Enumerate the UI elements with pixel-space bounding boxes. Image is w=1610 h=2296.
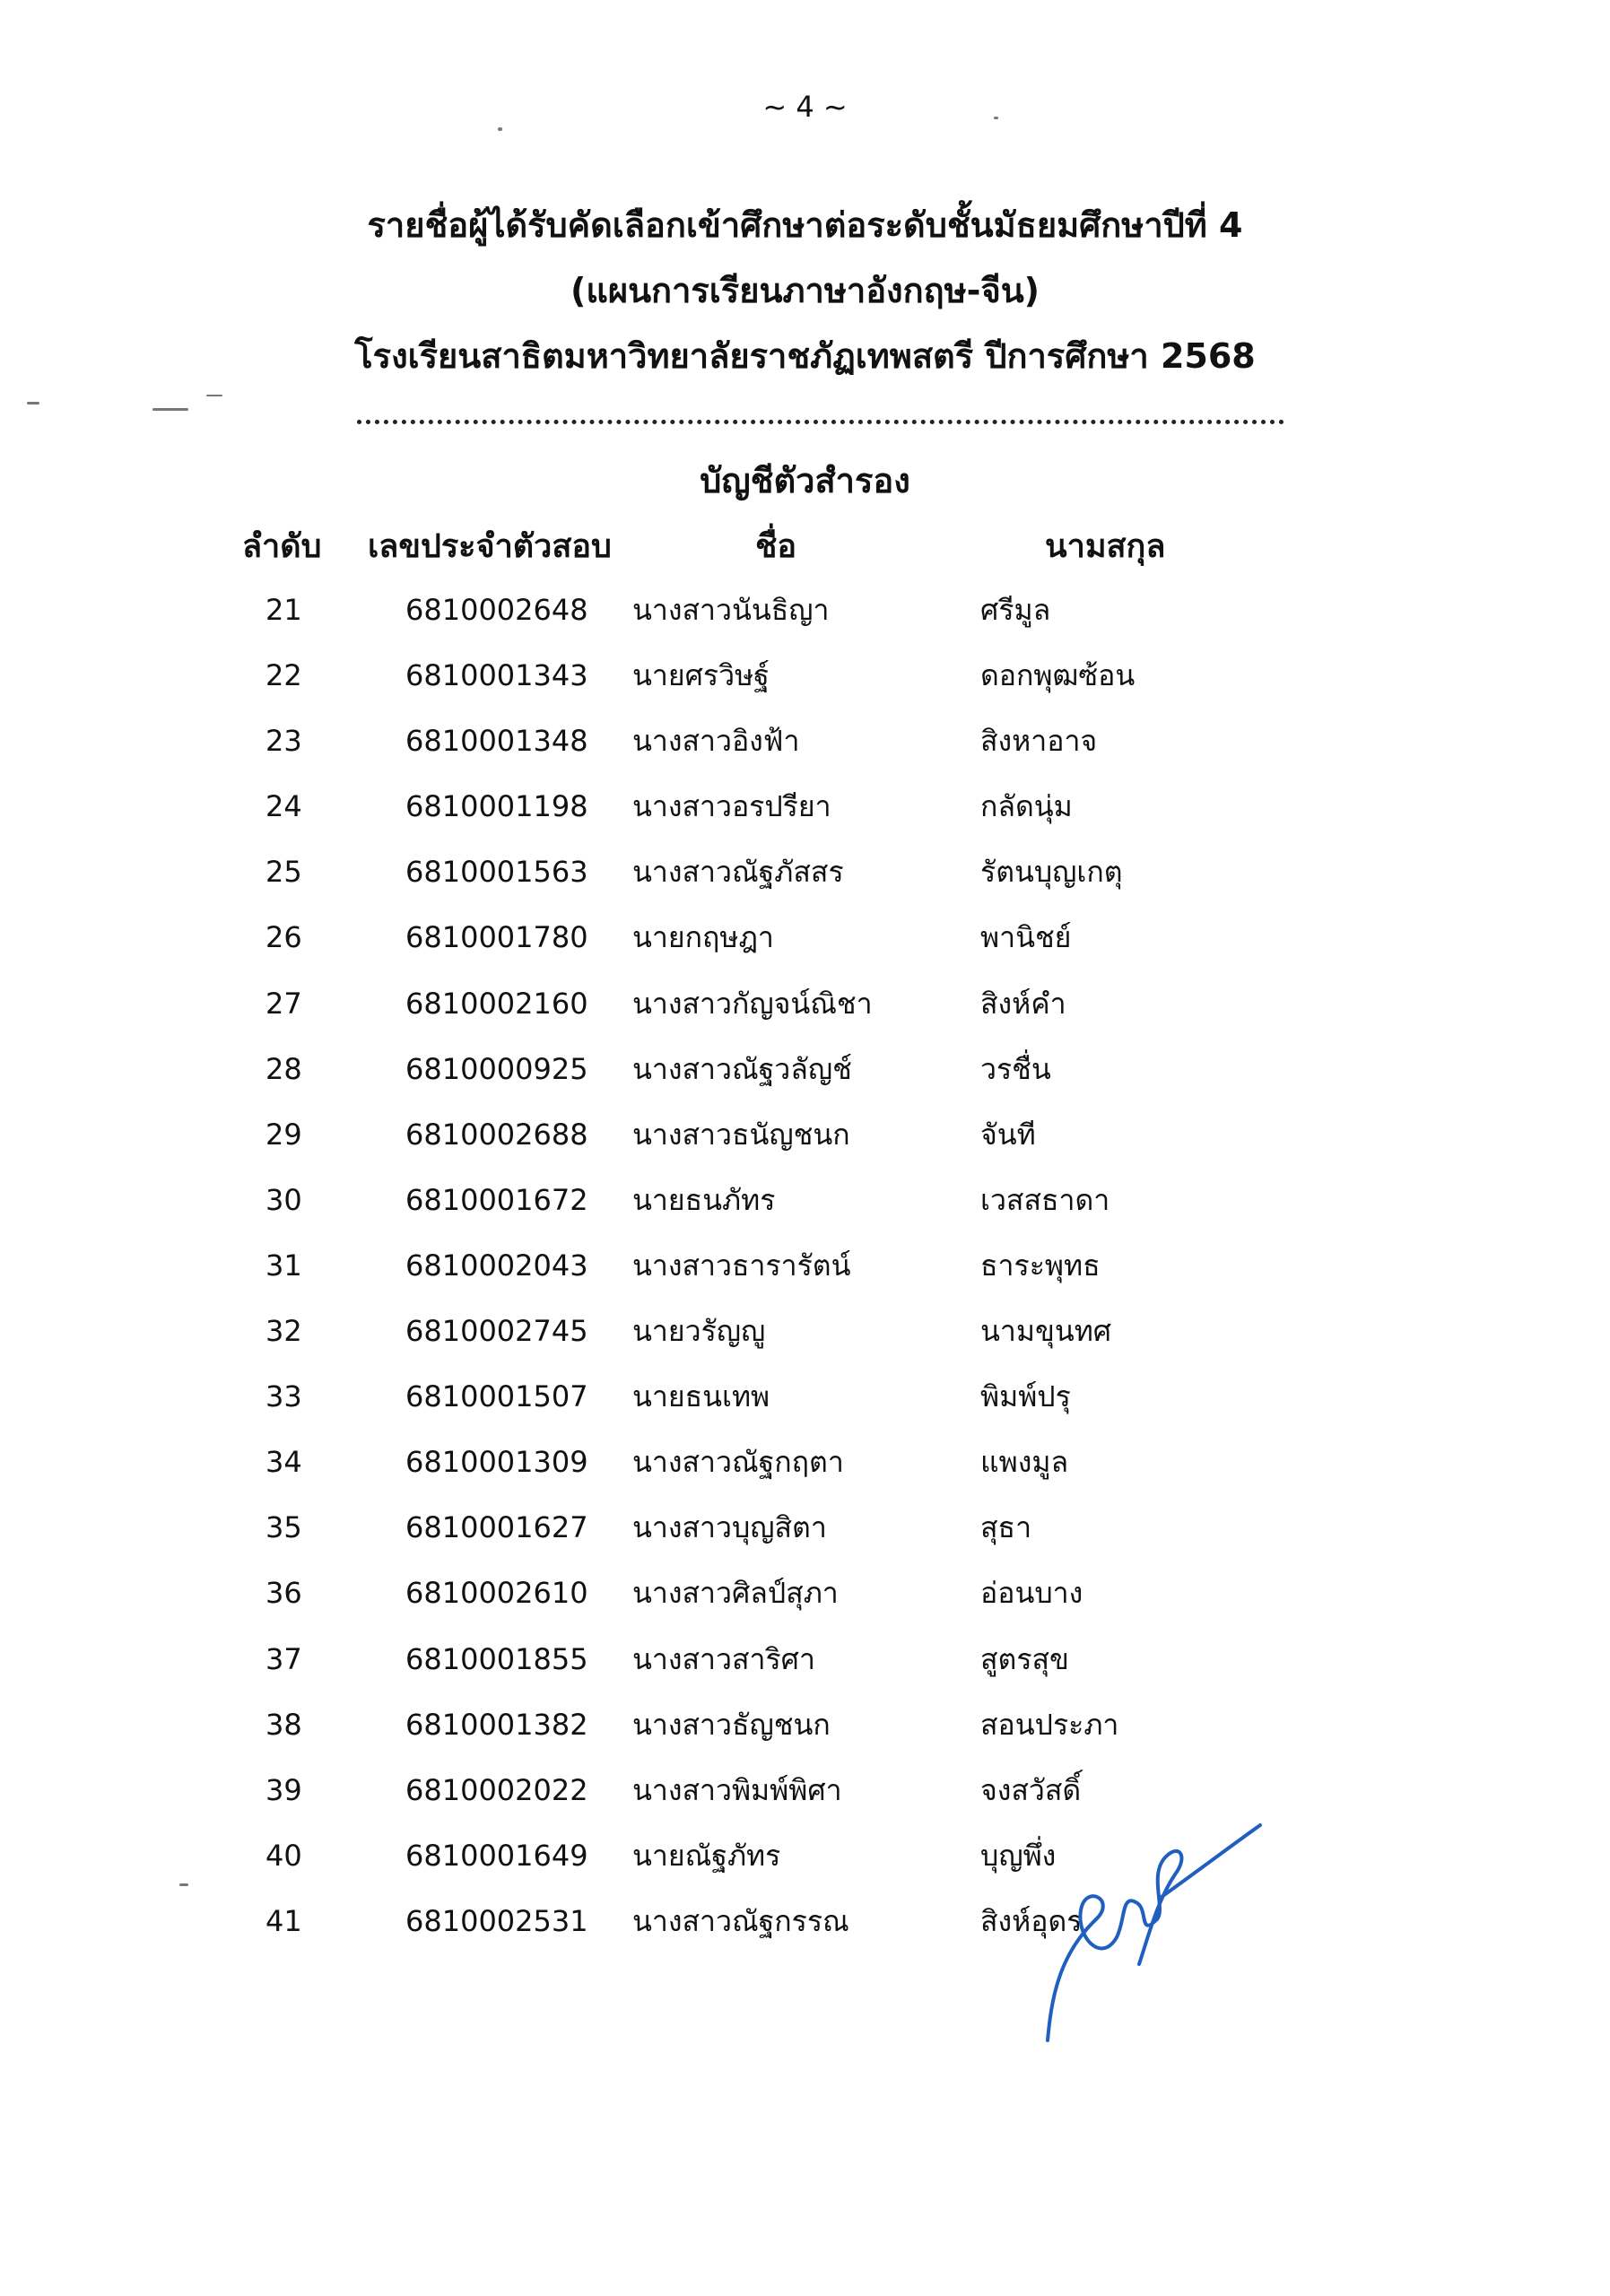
row-first-name: นางสาวพิมพ์พิศา <box>632 1772 842 1807</box>
table-row <box>0 1243 1610 1309</box>
row-order: 32 <box>265 1314 302 1349</box>
row-last-name: สิงหาอาจ <box>980 724 1098 759</box>
row-first-name: นางสาวสาริศา <box>632 1641 815 1676</box>
row-last-name: สอนประภา <box>980 1707 1119 1742</box>
row-exam-id: 6810002531 <box>405 1903 588 1938</box>
row-exam-id: 6810002648 <box>405 593 588 627</box>
row-order: 31 <box>265 1248 302 1283</box>
row-order: 39 <box>265 1772 302 1807</box>
table-header <box>0 520 1610 570</box>
title-line-2: (แผนการเรียนภาษาอังกฤษ-จีน) <box>570 271 1040 310</box>
header-exam-id: เลขประจำตัวสอบ <box>368 528 612 565</box>
row-exam-id: 6810002688 <box>405 1117 588 1152</box>
row-order: 30 <box>265 1182 302 1217</box>
table-row <box>0 1505 1610 1570</box>
row-order: 33 <box>265 1379 302 1414</box>
row-exam-id: 6810000925 <box>405 1051 588 1086</box>
scan-speck <box>152 408 188 411</box>
row-last-name: รัตนบุญเกตุ <box>980 855 1123 890</box>
table-row <box>0 587 1610 653</box>
row-exam-id: 6810001780 <box>405 920 588 955</box>
row-last-name: เวสสธาดา <box>980 1182 1110 1217</box>
row-order: 25 <box>265 855 302 890</box>
table-row <box>0 1112 1610 1178</box>
row-order: 28 <box>265 1051 302 1086</box>
row-order: 22 <box>265 658 302 693</box>
row-exam-id: 6810001198 <box>405 789 588 824</box>
row-first-name: นางสาวศิลป์สุภา <box>632 1576 839 1611</box>
row-first-name: นางสาวธารารัตน์ <box>632 1248 851 1283</box>
row-order: 37 <box>265 1641 302 1676</box>
table-row <box>0 849 1610 915</box>
table-row <box>0 1637 1610 1702</box>
page-number: ~ 4 ~ <box>762 90 848 124</box>
row-first-name: นายกฤษฎา <box>632 920 774 955</box>
table-row <box>0 1570 1610 1636</box>
row-order: 27 <box>265 986 302 1021</box>
row-first-name: นางสาวอรปรียา <box>632 789 831 824</box>
row-first-name: นางสาวอิงฟ้า <box>632 724 800 759</box>
row-last-name: สุธา <box>980 1510 1032 1545</box>
scan-speck <box>994 117 998 119</box>
section-heading: บัญชีตัวสำรอง <box>700 461 910 500</box>
row-last-name: สูตรสุข <box>980 1641 1069 1676</box>
row-exam-id: 6810001348 <box>405 724 588 759</box>
row-first-name: นายวรัญญู <box>632 1314 766 1349</box>
title-line-3: โรงเรียนสาธิตมหาวิทยาลัยราชภัฏเทพสตรี ปีการศึกษา 2568 <box>354 336 1256 376</box>
row-last-name: อ่อนบาง <box>980 1576 1083 1611</box>
row-order: 24 <box>265 789 302 824</box>
table-row <box>0 1178 1610 1243</box>
row-first-name: นายศรวิษฐ์ <box>632 658 770 693</box>
row-first-name: นางสาวณัฐวลัญช์ <box>632 1051 852 1086</box>
table-row <box>0 1439 1610 1505</box>
row-exam-id: 6810002160 <box>405 986 588 1021</box>
table-row <box>0 1309 1610 1374</box>
scan-speck <box>27 402 39 404</box>
row-exam-id: 6810002022 <box>405 1772 588 1807</box>
row-order: 41 <box>265 1903 302 1938</box>
title-line-1: รายชื่อผู้ได้รับคัดเลือกเข้าศึกษาต่อระดับชั้นมัธยมศึกษาปีที่ 4 <box>367 205 1243 245</box>
row-first-name: นางสาวธนัญชนก <box>632 1117 850 1152</box>
table-row <box>0 1833 1610 1899</box>
row-exam-id: 6810001343 <box>405 658 588 693</box>
row-order: 29 <box>265 1117 302 1152</box>
row-order: 38 <box>265 1707 302 1742</box>
row-last-name: สิงห์คำ <box>980 986 1066 1021</box>
row-first-name: นางสาวธัญชนก <box>632 1707 831 1742</box>
signature-icon <box>1031 1821 1265 2045</box>
row-order: 34 <box>265 1445 302 1480</box>
row-order: 40 <box>265 1838 302 1873</box>
table-row <box>0 981 1610 1047</box>
row-exam-id: 6810002043 <box>405 1248 588 1283</box>
table-row <box>0 1047 1610 1112</box>
row-first-name: นางสาวบุญสิตา <box>632 1510 827 1545</box>
row-last-name: ธาระพุทธ <box>980 1248 1101 1283</box>
row-exam-id: 6810001507 <box>405 1379 588 1414</box>
row-order: 36 <box>265 1576 302 1611</box>
row-order: 21 <box>265 593 302 627</box>
row-exam-id: 6810001563 <box>405 855 588 890</box>
table-row <box>0 718 1610 784</box>
row-exam-id: 6810002745 <box>405 1314 588 1349</box>
row-exam-id: 6810001855 <box>405 1641 588 1676</box>
table-row <box>0 653 1610 718</box>
row-last-name: วรชื่น <box>980 1051 1051 1086</box>
row-first-name: นางสาวนันธิญา <box>632 593 830 627</box>
document-title <box>0 193 1610 389</box>
row-exam-id: 6810001309 <box>405 1445 588 1480</box>
scan-speck <box>498 127 502 131</box>
row-last-name: บุญพึ่ง <box>980 1838 1057 1873</box>
row-first-name: นายณัฐภัทร <box>632 1838 781 1873</box>
row-exam-id: 6810001649 <box>405 1838 588 1873</box>
dotted-divider <box>357 420 1284 424</box>
scan-speck <box>206 395 222 396</box>
header-last-name: นามสกุล <box>1045 528 1166 565</box>
table-row <box>0 1702 1610 1768</box>
row-last-name: พานิชย์ <box>980 920 1072 955</box>
row-first-name: นางสาวกัญจน์ณิชา <box>632 986 873 1021</box>
row-last-name: ดอกพุฒซ้อน <box>980 658 1136 693</box>
row-last-name: แพงมูล <box>980 1445 1069 1480</box>
row-exam-id: 6810001672 <box>405 1182 588 1217</box>
row-order: 35 <box>265 1510 302 1545</box>
row-order: 26 <box>265 920 302 955</box>
row-last-name: ศรีมูล <box>980 593 1051 627</box>
row-first-name: นางสาวณัฐกฤตา <box>632 1445 844 1480</box>
table-row <box>0 1374 1610 1439</box>
table-body <box>0 587 1610 1964</box>
row-order: 23 <box>265 724 302 759</box>
scan-speck <box>179 1883 188 1886</box>
row-last-name: สิงห์อุดร <box>980 1903 1083 1938</box>
row-first-name: นางสาวณัฐภัสสร <box>632 855 844 890</box>
row-first-name: นางสาวณัฐกรรณ <box>632 1903 849 1938</box>
row-last-name: พิมพ์ปรุ <box>980 1379 1071 1414</box>
header-order: ลำดับ <box>242 528 322 565</box>
table-row <box>0 784 1610 849</box>
table-row <box>0 1899 1610 1964</box>
row-last-name: นามขุนทศ <box>980 1314 1112 1349</box>
table-row <box>0 915 1610 980</box>
row-first-name: นายธนเทพ <box>632 1379 770 1414</box>
row-exam-id: 6810001382 <box>405 1707 588 1742</box>
row-first-name: นายธนภัทร <box>632 1182 776 1217</box>
row-last-name: จงสวัสดิ์ <box>980 1772 1082 1807</box>
row-exam-id: 6810002610 <box>405 1576 588 1611</box>
table-row <box>0 1768 1610 1833</box>
row-last-name: กลัดนุ่ม <box>980 789 1073 824</box>
header-first-name: ชื่อ <box>755 528 797 565</box>
row-last-name: จันที <box>980 1117 1036 1152</box>
row-exam-id: 6810001627 <box>405 1510 588 1545</box>
